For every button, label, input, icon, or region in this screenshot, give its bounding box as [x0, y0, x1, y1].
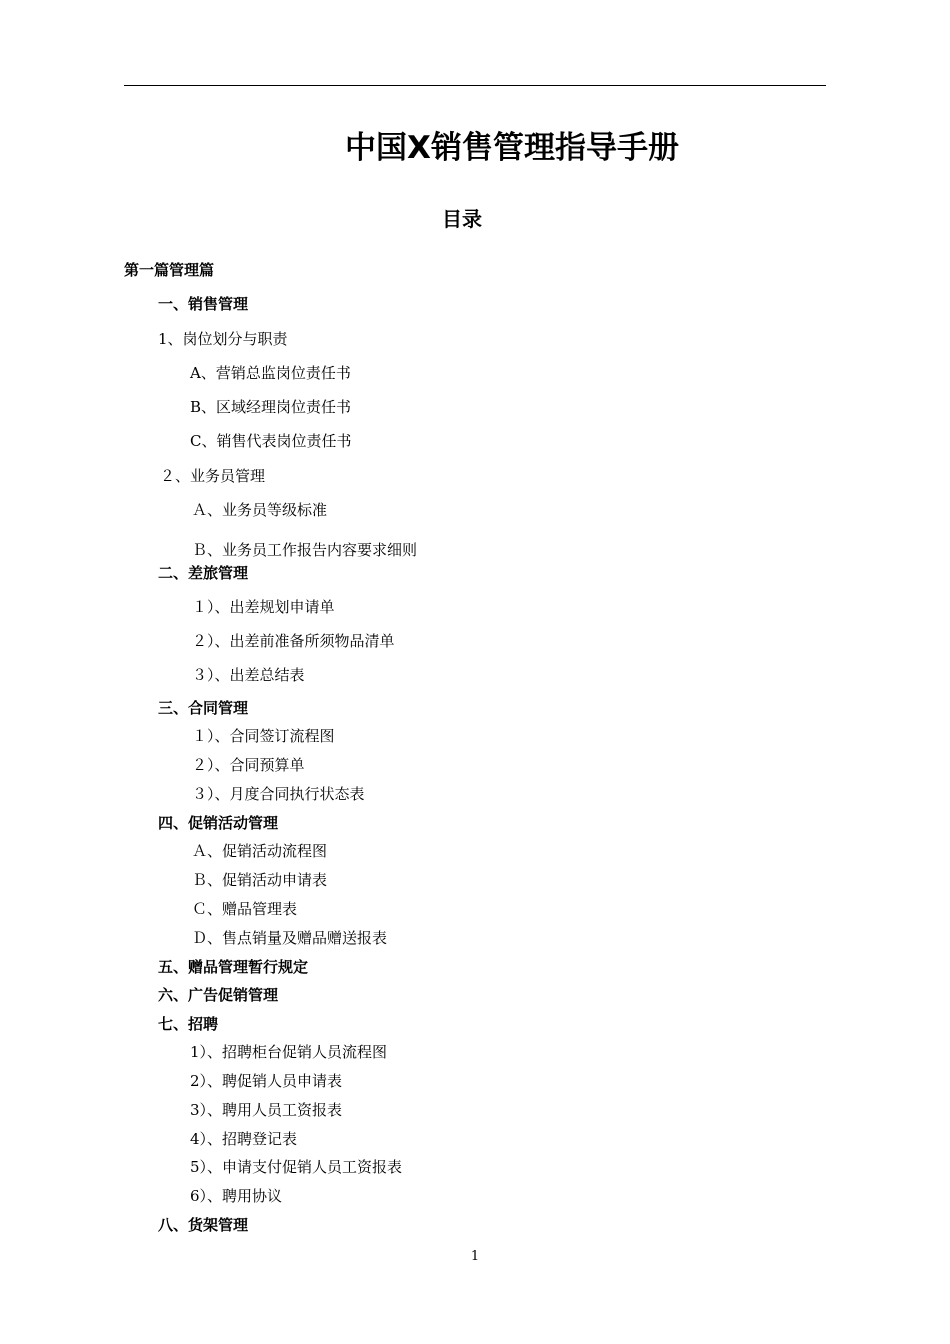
toc-item[interactable]: １）、出差规划申请单 — [192, 598, 335, 616]
toc-subsection-1-2[interactable]: ２、业务员管理 — [160, 467, 266, 485]
toc-item[interactable]: 1）、招聘柜台促销人员流程图 — [190, 1043, 388, 1061]
toc-section-6[interactable]: 六、广告促销管理 — [158, 986, 279, 1004]
toc-section-5[interactable]: 五、赠品管理暂行规定 — [158, 958, 309, 976]
toc-item[interactable]: C、销售代表岗位责任书 — [190, 432, 352, 450]
toc-section-8[interactable]: 八、货架管理 — [158, 1216, 249, 1234]
toc-section-3[interactable]: 三、合同管理 — [158, 699, 249, 717]
toc-item[interactable]: ３）、月度合同执行状态表 — [192, 785, 365, 803]
toc-item[interactable]: 6）、聘用协议 — [190, 1187, 283, 1205]
page-number: 1 — [470, 1249, 480, 1264]
toc-item[interactable]: ２）、合同预算单 — [192, 756, 305, 774]
toc-item[interactable]: Ｂ、促销活动申请表 — [192, 871, 328, 889]
toc-item[interactable]: Ｂ、业务员工作报告内容要求细则 — [192, 541, 418, 559]
toc-item[interactable]: 2）、聘促销人员申请表 — [190, 1072, 343, 1090]
toc-item[interactable]: B、区域经理岗位责任书 — [190, 398, 352, 416]
toc-section-7[interactable]: 七、招聘 — [158, 1015, 219, 1033]
toc-part[interactable]: 第一篇管理篇 — [124, 261, 215, 279]
document-title: 中国Ⅹ销售管理指导手册 — [345, 130, 679, 166]
toc-item[interactable]: 5）、申请支付促销人员工资报表 — [190, 1158, 403, 1176]
toc-item[interactable]: ３）、出差总结表 — [192, 666, 305, 684]
toc-item[interactable]: ２）、出差前准备所须物品清单 — [192, 632, 395, 650]
toc-item[interactable]: １）、合同签订流程图 — [192, 727, 335, 745]
toc-item[interactable]: 4）、招聘登记表 — [190, 1130, 298, 1148]
toc-section-4[interactable]: 四、促销活动管理 — [158, 814, 279, 832]
header-rule — [124, 85, 826, 86]
toc-subsection-1-1[interactable]: 1、岗位划分与职责 — [158, 330, 288, 348]
toc-heading: 目录 — [442, 207, 482, 231]
toc-item[interactable]: Ａ、促销活动流程图 — [192, 842, 328, 860]
toc-item[interactable]: Ａ、业务员等级标准 — [192, 501, 328, 519]
toc-item[interactable]: 3）、聘用人员工资报表 — [190, 1101, 343, 1119]
toc-section-1[interactable]: 一、销售管理 — [158, 295, 249, 313]
toc-item[interactable]: A、营销总监岗位责任书 — [190, 364, 351, 382]
toc-item[interactable]: Ｄ、售点销量及赠品赠送报表 — [192, 929, 388, 947]
toc-item[interactable]: Ｃ、赠品管理表 — [192, 900, 298, 918]
toc-section-2[interactable]: 二、差旅管理 — [158, 564, 249, 582]
